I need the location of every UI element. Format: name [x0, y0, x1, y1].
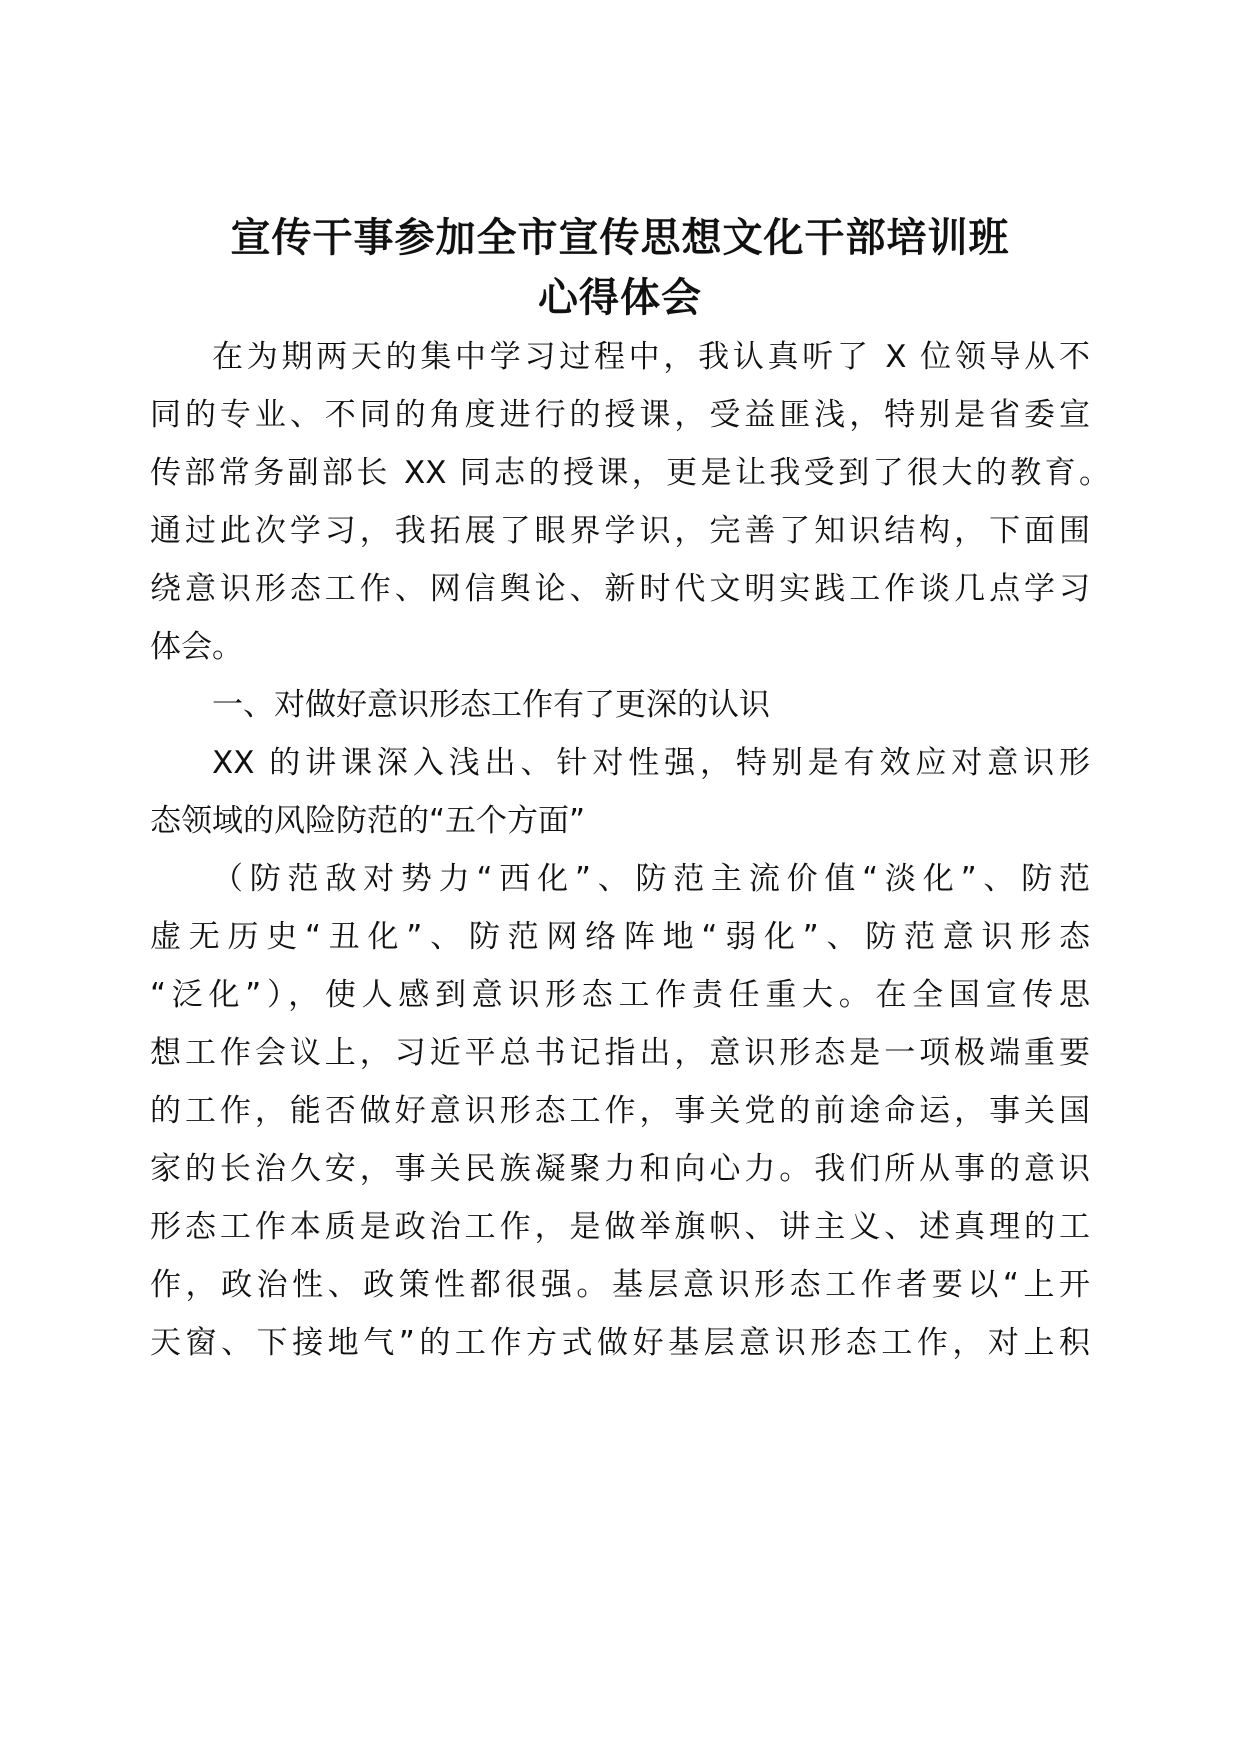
body-text-line: 想工作会议上，习近平总书记指出，意识形态是一项极端重要: [150, 1035, 1090, 1071]
section-heading: 一、对做好意识形态工作有了更深的认识: [212, 687, 770, 723]
body-text-line: 天窗、下接地气”的工作方式做好基层意识形态工作，对上积: [150, 1325, 1090, 1361]
body-text-line: 绕意识形态工作、网信舆论、新时代文明实践工作谈几点学习: [150, 571, 1090, 607]
body-text-line: 通过此次学习，我拓展了眼界学识，完善了知识结构，下面围: [150, 513, 1090, 549]
body-text-line: 作，政治性、政策性都很强。基层意识形态工作者要以“上开: [150, 1267, 1090, 1303]
body-text-line: 态领域的风险防范的“五个方面”: [150, 803, 586, 839]
body-text-line: （防范敌对势力“西化”、防范主流价值“淡化”、防范: [212, 861, 1090, 897]
body-text-line: 在为期两天的集中学习过程中，我认真听了 X 位领导从不: [212, 339, 1090, 375]
document-title-line-2: 心得体会: [538, 275, 702, 321]
body-text-line: 传部常务副部长 XX 同志的授课，更是让我受到了很大的教育。: [150, 455, 1110, 491]
body-text-line: 虚无历史“丑化”、防范网络阵地“弱化”、防范意识形态: [150, 919, 1090, 955]
body-text-line: XX 的讲课深入浅出、针对性强，特别是有效应对意识形: [212, 745, 1090, 781]
body-text-line: 形态工作本质是政治工作，是做举旗帜、讲主义、述真理的工: [150, 1209, 1090, 1245]
document-title-line-1: 宣传干事参加全市宣传思想文化干部培训班: [230, 215, 1010, 261]
body-text-line: 的工作，能否做好意识形态工作，事关党的前途命运，事关国: [150, 1093, 1090, 1129]
body-text-line: 同的专业、不同的角度进行的授课，受益匪浅，特别是省委宣: [150, 397, 1090, 433]
body-text-line: 体会。: [150, 629, 243, 665]
body-text-line: “泛化”），使人感到意识形态工作责任重大。在全国宣传思: [150, 977, 1090, 1013]
body-text-line: 家的长治久安，事关民族凝聚力和向心力。我们所从事的意识: [150, 1151, 1090, 1187]
